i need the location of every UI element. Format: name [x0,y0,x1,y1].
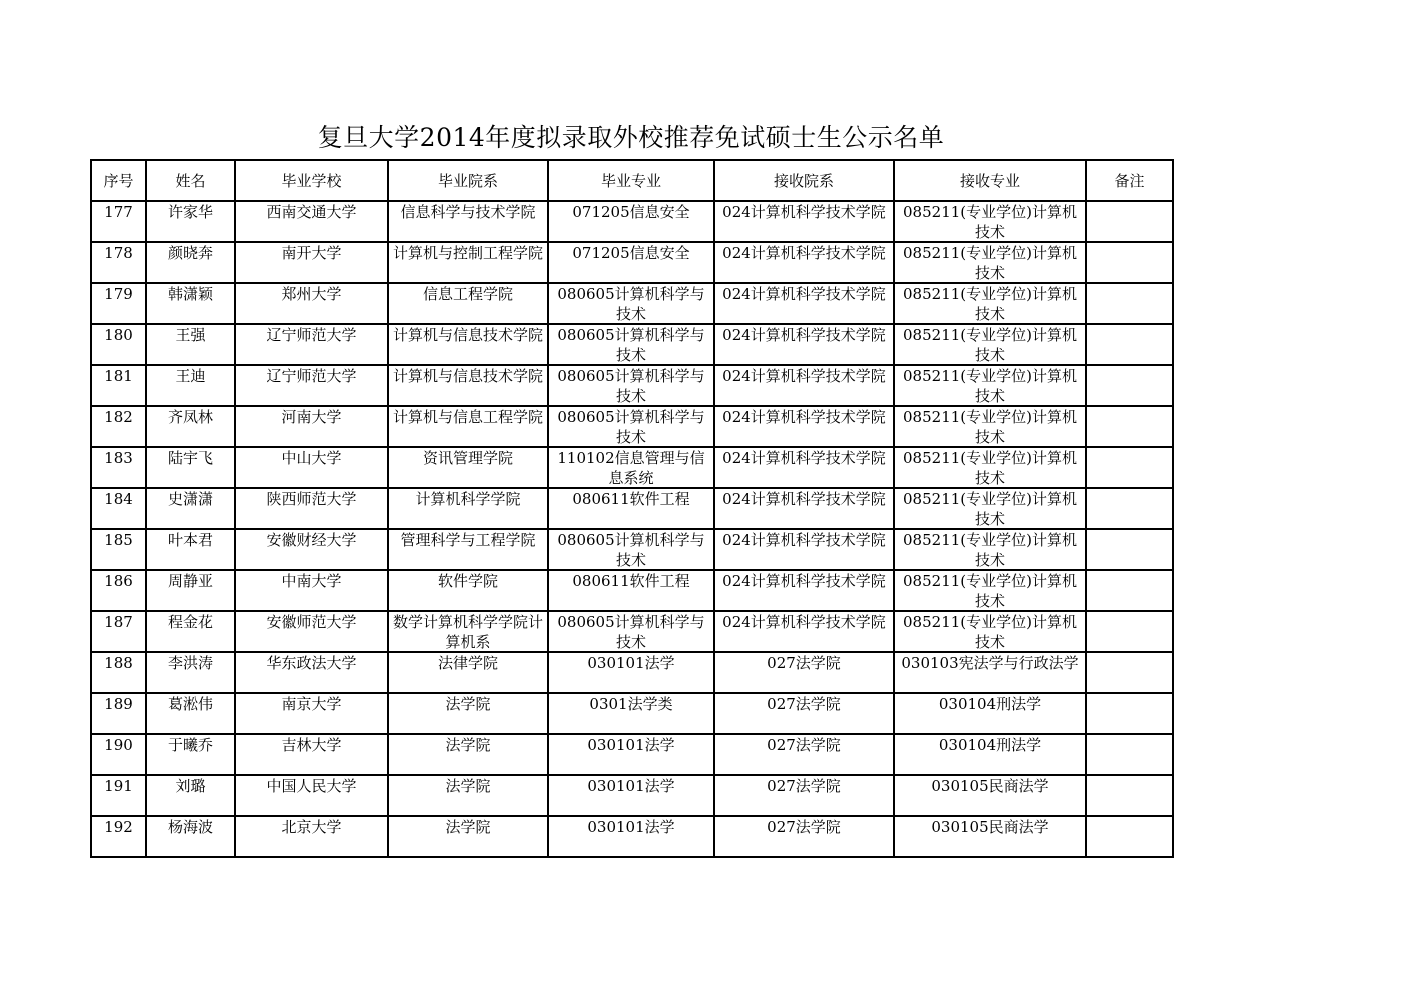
cell-text: 024计算机科学技术学院 [722,531,886,549]
cell-department [388,488,548,529]
cell-receiving-department [714,652,894,693]
cell-major [548,242,714,283]
cell-school [235,816,388,857]
cell-remarks [1086,365,1173,406]
cell-text [1089,612,1170,651]
cell-text [1089,735,1170,774]
table-row [91,570,1173,611]
cell-department [388,529,548,570]
cell-name [146,488,235,529]
cell-receiving-department [714,529,894,570]
cell-text: 于曦乔 [167,736,213,754]
cell-remarks [1086,406,1173,447]
cell-school [235,406,388,447]
cell-text: 齐凤林 [167,408,213,426]
cell-remarks [1086,611,1173,652]
cell-department [388,734,548,775]
cell-text: 024计算机科学技术学院 [722,613,886,631]
cell-remarks [1086,570,1173,611]
cell-text: 085211(专业学位)计算机技术 [903,244,1077,282]
cell-school [235,611,388,652]
cell-text: 王强 [175,326,206,344]
cell-receiving-major [894,242,1086,283]
cell-text: 192 [104,818,133,836]
table-row [91,201,1173,242]
cell-department [388,365,548,406]
cell-receiving-major [894,570,1086,611]
cell-remarks [1086,816,1173,857]
cell-receiving-major [894,816,1086,857]
cell-text: 178 [104,244,133,262]
cell-department [388,775,548,816]
cell-department [388,324,548,365]
cell-serial [91,365,146,406]
cell-receiving-major [894,365,1086,406]
cell-text: 北京大学 [281,818,342,836]
cell-text: 177 [104,203,133,221]
cell-department [388,201,548,242]
cell-serial [91,611,146,652]
table-row [91,488,1173,529]
header-department: 毕业院系 [388,160,548,201]
cell-school [235,529,388,570]
cell-serial [91,570,146,611]
cell-text: 027法学院 [767,777,841,795]
cell-major [548,488,714,529]
cell-text: 资讯管理学院 [422,449,513,467]
cell-text: 080605计算机科学与技术 [557,613,705,651]
cell-receiving-department [714,283,894,324]
cell-remarks [1086,652,1173,693]
table-row [91,734,1173,775]
cell-text [1089,489,1170,528]
cell-receiving-department [714,201,894,242]
cell-receiving-department [714,242,894,283]
cell-text: 085211(专业学位)计算机技术 [903,408,1077,446]
cell-text: 027法学院 [767,695,841,713]
cell-text: 080605计算机科学与技术 [557,367,705,405]
cell-text: 计算机与信息技术学院 [392,367,543,385]
cell-text: 179 [104,285,133,303]
cell-name [146,570,235,611]
cell-school [235,570,388,611]
cell-name [146,693,235,734]
cell-text: 法学院 [445,736,491,754]
cell-text: 程金花 [167,613,213,631]
cell-school [235,652,388,693]
cell-serial [91,447,146,488]
cell-receiving-department [714,775,894,816]
cell-text: 河南大学 [281,408,342,426]
cell-school [235,734,388,775]
header-receiving-department: 接收院系 [714,160,894,201]
header-serial: 序号 [91,160,146,201]
cell-receiving-major [894,324,1086,365]
cell-text: 027法学院 [767,818,841,836]
header-major: 毕业专业 [548,160,714,201]
cell-text: 024计算机科学技术学院 [722,285,886,303]
cell-name [146,242,235,283]
cell-text: 181 [104,367,133,385]
cell-receiving-major [894,529,1086,570]
cell-text: 024计算机科学技术学院 [722,490,886,508]
cell-receiving-department [714,406,894,447]
cell-department [388,447,548,488]
cell-text: 186 [104,572,133,590]
cell-department [388,406,548,447]
cell-text [1089,530,1170,569]
cell-major [548,816,714,857]
cell-text: 030101法学 [587,818,675,836]
cell-major [548,324,714,365]
cell-receiving-major [894,775,1086,816]
cell-serial [91,283,146,324]
cell-text: 安徽财经大学 [266,531,357,549]
cell-text: 024计算机科学技术学院 [722,326,886,344]
cell-remarks [1086,242,1173,283]
cell-department [388,816,548,857]
cell-text: 中南大学 [281,572,342,590]
cell-remarks [1086,734,1173,775]
cell-text [1089,243,1170,282]
cell-major [548,570,714,611]
cell-text [1089,817,1170,856]
cell-major [548,734,714,775]
cell-receiving-department [714,324,894,365]
cell-text: 189 [104,695,133,713]
cell-text: 陆宇飞 [167,449,213,467]
cell-major [548,365,714,406]
table-row [91,406,1173,447]
cell-department [388,693,548,734]
cell-receiving-major [894,693,1086,734]
cell-school [235,488,388,529]
cell-text: 中国人民大学 [266,777,357,795]
cell-text: 024计算机科学技术学院 [722,408,886,426]
cell-text: 韩潇颖 [167,285,213,303]
header-remarks: 备注 [1086,160,1173,201]
table-row [91,324,1173,365]
cell-text: 030101法学 [587,654,675,672]
cell-name [146,529,235,570]
cell-text [1089,366,1170,405]
cell-remarks [1086,447,1173,488]
cell-major [548,611,714,652]
cell-text: 027法学院 [767,736,841,754]
cell-text: 024计算机科学技术学院 [722,203,886,221]
header-receiving-major: 接收专业 [894,160,1086,201]
table-row [91,652,1173,693]
cell-text: 030104刑法学 [938,695,1042,713]
cell-text: 计算机与信息工程学院 [392,408,543,426]
cell-text: 法学院 [445,777,491,795]
cell-text: 计算机科学学院 [415,490,521,508]
table-row [91,775,1173,816]
cell-name [146,447,235,488]
cell-text: 郑州大学 [281,285,342,303]
cell-name [146,734,235,775]
cell-text: 188 [104,654,133,672]
cell-text: 085211(专业学位)计算机技术 [903,203,1077,241]
cell-receiving-major [894,611,1086,652]
cell-major [548,201,714,242]
cell-receiving-major [894,652,1086,693]
cell-name [146,775,235,816]
cell-name [146,365,235,406]
cell-name [146,611,235,652]
table-row [91,365,1173,406]
table-row [91,529,1173,570]
table-row [91,611,1173,652]
cell-text [1089,448,1170,487]
cell-remarks [1086,488,1173,529]
cell-text: 杨海波 [167,818,213,836]
cell-text: 吉林大学 [281,736,342,754]
cell-serial [91,693,146,734]
cell-name [146,406,235,447]
cell-receiving-department [714,365,894,406]
cell-text: 信息科学与技术学院 [400,203,536,221]
cell-text [1089,325,1170,364]
cell-text: 110102信息管理与信息系统 [557,449,705,487]
cell-text: 085211(专业学位)计算机技术 [903,613,1077,651]
cell-remarks [1086,283,1173,324]
cell-name [146,652,235,693]
cell-text: 辽宁师范大学 [266,326,357,344]
cell-text: 辽宁师范大学 [266,367,357,385]
cell-text [1089,776,1170,815]
cell-major [548,283,714,324]
cell-text: 信息工程学院 [422,285,513,303]
header-school: 毕业学校 [235,160,388,201]
cell-school [235,365,388,406]
cell-receiving-department [714,570,894,611]
cell-text: 080605计算机科学与技术 [557,531,705,569]
cell-name [146,816,235,857]
cell-remarks [1086,775,1173,816]
cell-text: 葛淞伟 [167,695,213,713]
cell-text: 030101法学 [587,777,675,795]
cell-receiving-major [894,283,1086,324]
admission-table [90,159,1174,858]
cell-remarks [1086,201,1173,242]
header-row [91,160,1173,201]
cell-serial [91,242,146,283]
cell-serial [91,324,146,365]
cell-text: 085211(专业学位)计算机技术 [903,449,1077,487]
cell-remarks [1086,529,1173,570]
cell-text: 南京大学 [281,695,342,713]
cell-text: 数学计算机科学学院计算机系 [392,613,543,651]
cell-text: 史潇潇 [167,490,213,508]
cell-text: 软件学院 [437,572,498,590]
cell-text: 183 [104,449,133,467]
cell-text: 颜晓奔 [167,244,213,262]
cell-text: 085211(专业学位)计算机技术 [903,326,1077,364]
table-row [91,816,1173,857]
cell-serial [91,775,146,816]
cell-text: 刘璐 [175,777,206,795]
cell-major [548,775,714,816]
cell-serial [91,816,146,857]
cell-text: 叶本君 [167,531,213,549]
cell-text: 085211(专业学位)计算机技术 [903,367,1077,405]
cell-text [1089,571,1170,610]
cell-department [388,611,548,652]
cell-receiving-major [894,734,1086,775]
cell-text: 085211(专业学位)计算机技术 [903,572,1077,610]
cell-text: 西南交通大学 [266,203,357,221]
cell-text: 许家华 [167,203,213,221]
cell-receiving-major [894,447,1086,488]
cell-text: 184 [104,490,133,508]
header-name: 姓名 [146,160,235,201]
cell-school [235,693,388,734]
cell-text: 071205信息安全 [572,244,690,262]
cell-receiving-department [714,693,894,734]
cell-name [146,201,235,242]
cell-text: 法学院 [445,818,491,836]
cell-text: 027法学院 [767,654,841,672]
cell-receiving-major [894,488,1086,529]
cell-text: 030105民商法学 [931,777,1049,795]
cell-text: 计算机与信息技术学院 [392,326,543,344]
cell-major [548,652,714,693]
cell-major [548,406,714,447]
cell-text: 191 [104,777,133,795]
cell-text: 182 [104,408,133,426]
cell-school [235,324,388,365]
cell-text: 王迪 [175,367,206,385]
cell-receiving-major [894,406,1086,447]
cell-text: 080605计算机科学与技术 [557,408,705,446]
cell-receiving-department [714,488,894,529]
cell-serial [91,201,146,242]
cell-text: 085211(专业学位)计算机技术 [903,285,1077,323]
cell-remarks [1086,324,1173,365]
cell-receiving-department [714,611,894,652]
cell-text: 071205信息安全 [572,203,690,221]
document-title: 复旦大学2014年度拟录取外校推荐免试硕士生公示名单 [317,123,945,152]
cell-name [146,283,235,324]
cell-text: 180 [104,326,133,344]
cell-school [235,283,388,324]
cell-receiving-department [714,734,894,775]
cell-text: 024计算机科学技术学院 [722,244,886,262]
cell-text: 085211(专业学位)计算机技术 [903,531,1077,569]
cell-department [388,242,548,283]
cell-text: 080605计算机科学与技术 [557,326,705,364]
cell-text: 华东政法大学 [266,654,357,672]
cell-text: 030105民商法学 [931,818,1049,836]
table-row [91,283,1173,324]
cell-school [235,447,388,488]
cell-text: 085211(专业学位)计算机技术 [903,490,1077,528]
cell-text: 080605计算机科学与技术 [557,285,705,323]
table-body [91,201,1173,857]
cell-remarks [1086,693,1173,734]
cell-receiving-department [714,447,894,488]
cell-name [146,324,235,365]
cell-text: 080611软件工程 [572,490,690,508]
cell-text: 030103宪法学与行政法学 [901,654,1079,672]
cell-text [1089,653,1170,692]
cell-text: 185 [104,531,133,549]
cell-school [235,242,388,283]
cell-text: 中山大学 [281,449,342,467]
cell-text: 南开大学 [281,244,342,262]
cell-text: 190 [104,736,133,754]
cell-text: 080611软件工程 [572,572,690,590]
cell-text: 024计算机科学技术学院 [722,572,886,590]
cell-text [1089,202,1170,241]
cell-text: 周静亚 [167,572,213,590]
cell-text: 030104刑法学 [938,736,1042,754]
cell-text: 024计算机科学技术学院 [722,367,886,385]
cell-department [388,652,548,693]
table-row [91,447,1173,488]
cell-text [1089,284,1170,323]
cell-text [1089,407,1170,446]
cell-text: 法律学院 [437,654,498,672]
cell-serial [91,734,146,775]
cell-text: 0301法学类 [589,695,673,713]
cell-department [388,570,548,611]
cell-major [548,447,714,488]
cell-serial [91,488,146,529]
cell-text: 安徽师范大学 [266,613,357,631]
table-row [91,693,1173,734]
table-row [91,242,1173,283]
cell-text: 024计算机科学技术学院 [722,449,886,467]
cell-receiving-major [894,201,1086,242]
cell-text: 计算机与控制工程学院 [392,244,543,262]
cell-department [388,283,548,324]
cell-text: 法学院 [445,695,491,713]
cell-serial [91,652,146,693]
cell-text [1089,694,1170,733]
cell-text: 030101法学 [587,736,675,754]
cell-serial [91,406,146,447]
cell-text: 陕西师范大学 [266,490,357,508]
cell-text: 187 [104,613,133,631]
cell-school [235,201,388,242]
cell-school [235,775,388,816]
cell-major [548,693,714,734]
cell-major [548,529,714,570]
cell-serial [91,529,146,570]
cell-receiving-department [714,816,894,857]
cell-text: 管理科学与工程学院 [400,531,536,549]
cell-text: 李洪涛 [167,654,213,672]
